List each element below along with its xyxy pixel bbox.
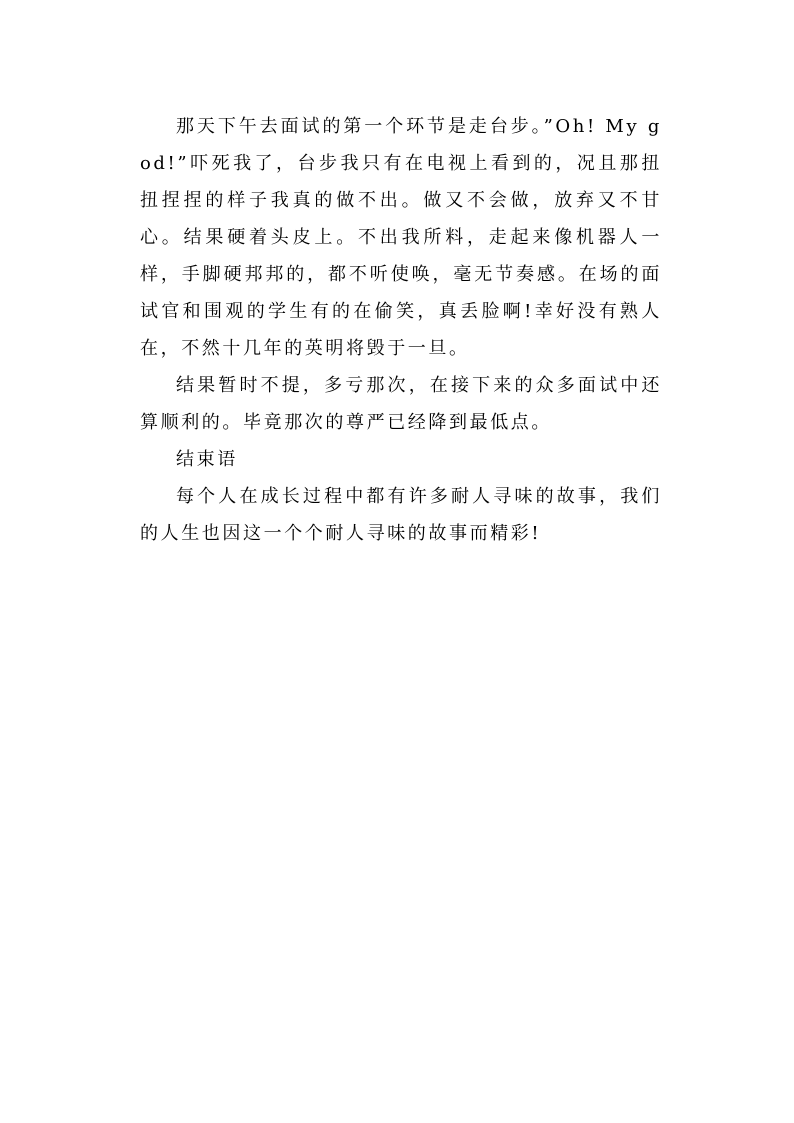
document-body bbox=[140, 108, 662, 552]
paragraph-conclusion: 每个人在成长过程中都有许多耐人寻味的故事，我们的人生也因这一个个耐人寻味的故事而精彩! bbox=[140, 486, 662, 544]
paragraph-result: 结果暂时不提，多亏那次，在接下来的众多面试中还算顺利的。毕竟那次的尊严已经降到最低点。 bbox=[140, 375, 662, 433]
conclusion-heading: 结束语 bbox=[176, 449, 238, 470]
paragraph-interview-catwalk: 那天下午去面试的第一个环节是走台步。”Oh! My god!”吓死我了，台步我只有在电视上看到的，况且那扭扭捏捏的样子我真的做不出。做又不会做，放弃又不甘心。结果硬着头皮上。不出我所料，走起来像机器人一样，手脚硬邦邦的，都不听使唤，毫无节奏感。在场的面试官和围观的学生有的在偷笑，真丢脸啊!幸好没有熟人在，不然十几年的英明将毁于一旦。 bbox=[140, 116, 662, 359]
